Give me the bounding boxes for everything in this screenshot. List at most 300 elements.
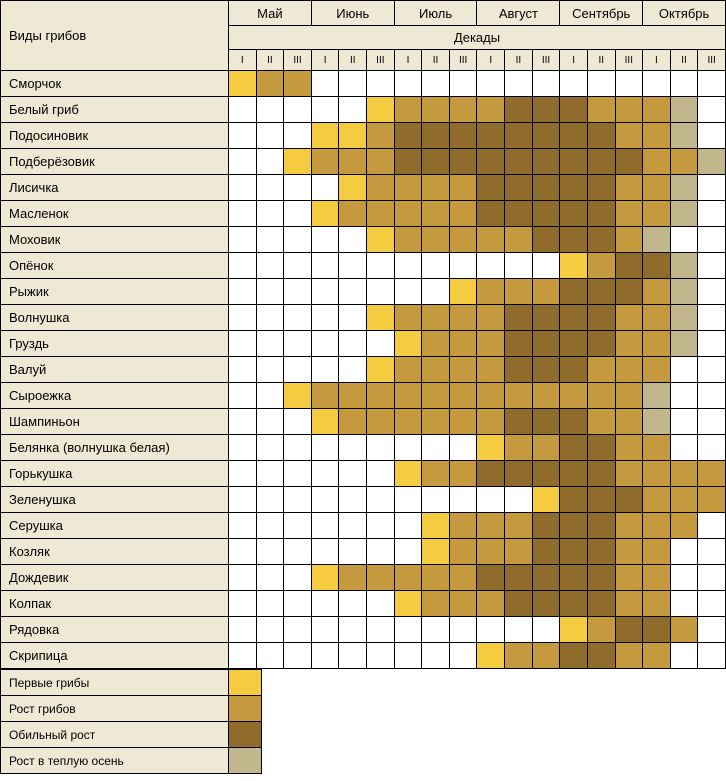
heat-cell xyxy=(477,513,505,539)
species-name: Колпак xyxy=(1,591,229,617)
heat-cell xyxy=(394,435,422,461)
heat-cell xyxy=(394,383,422,409)
heat-cell xyxy=(339,253,367,279)
table-row xyxy=(1,123,726,149)
heat-cell xyxy=(422,383,450,409)
heat-cell xyxy=(449,617,477,643)
heat-cell xyxy=(560,357,588,383)
heat-cell xyxy=(284,513,312,539)
heat-cell xyxy=(229,487,257,513)
heat-cell xyxy=(587,71,615,97)
heat-cell xyxy=(449,539,477,565)
heat-cell xyxy=(422,591,450,617)
heat-cell xyxy=(615,513,643,539)
heat-cell xyxy=(670,201,698,227)
heat-cell xyxy=(560,97,588,123)
heat-cell xyxy=(532,97,560,123)
heat-cell xyxy=(698,513,726,539)
heat-cell xyxy=(449,513,477,539)
heat-cell xyxy=(339,643,367,669)
heat-cell xyxy=(615,227,643,253)
species-name: Рыжик xyxy=(1,279,229,305)
heat-cell xyxy=(339,71,367,97)
heat-cell xyxy=(670,591,698,617)
heat-cell xyxy=(698,617,726,643)
heat-cell xyxy=(367,97,395,123)
heat-cell xyxy=(505,643,533,669)
heat-cell xyxy=(284,357,312,383)
heat-cell xyxy=(670,565,698,591)
heat-cell xyxy=(449,279,477,305)
heat-cell xyxy=(477,227,505,253)
heat-cell xyxy=(256,409,284,435)
decade-header-1-0: I xyxy=(311,50,339,71)
heat-cell xyxy=(449,383,477,409)
heat-cell xyxy=(449,409,477,435)
heat-cell xyxy=(615,97,643,123)
heat-cell xyxy=(367,513,395,539)
heat-cell xyxy=(643,617,671,643)
heat-cell xyxy=(229,357,257,383)
heat-cell xyxy=(449,253,477,279)
heat-cell xyxy=(339,409,367,435)
heat-cell xyxy=(367,461,395,487)
heat-cell xyxy=(449,435,477,461)
table-row xyxy=(1,279,726,305)
heat-cell xyxy=(339,123,367,149)
heat-cell xyxy=(339,617,367,643)
heat-cell xyxy=(560,435,588,461)
heat-cell xyxy=(698,253,726,279)
decade-header-3-1: II xyxy=(505,50,533,71)
legend-swatch xyxy=(229,670,262,696)
heat-cell xyxy=(615,539,643,565)
heat-cell xyxy=(615,71,643,97)
heat-cell xyxy=(698,539,726,565)
heat-cell xyxy=(587,305,615,331)
heat-cell xyxy=(449,149,477,175)
decade-header-1-1: II xyxy=(339,50,367,71)
heat-cell xyxy=(284,383,312,409)
heat-cell xyxy=(670,357,698,383)
heat-cell xyxy=(670,175,698,201)
heat-cell xyxy=(477,279,505,305)
species-name: Опёнок xyxy=(1,253,229,279)
heat-cell xyxy=(256,279,284,305)
month-header-4: Сентябрь xyxy=(560,1,643,26)
heat-cell xyxy=(615,253,643,279)
heat-cell xyxy=(670,227,698,253)
heat-cell xyxy=(615,279,643,305)
table-row xyxy=(1,461,726,487)
decade-header-1-2: III xyxy=(367,50,395,71)
heat-cell xyxy=(643,305,671,331)
heat-cell xyxy=(587,357,615,383)
heat-cell xyxy=(229,123,257,149)
heat-cell xyxy=(367,331,395,357)
decade-header-3-0: I xyxy=(477,50,505,71)
heat-cell xyxy=(284,305,312,331)
heat-cell xyxy=(422,539,450,565)
heat-cell xyxy=(229,175,257,201)
heat-cell xyxy=(615,357,643,383)
heat-cell xyxy=(698,331,726,357)
heat-cell xyxy=(449,123,477,149)
heat-cell xyxy=(394,279,422,305)
heat-cell xyxy=(339,461,367,487)
heat-cell xyxy=(256,71,284,97)
heat-cell xyxy=(477,71,505,97)
heat-cell xyxy=(615,591,643,617)
species-name: Валуй xyxy=(1,357,229,383)
heat-cell xyxy=(284,591,312,617)
decade-header-5-0: I xyxy=(643,50,671,71)
heat-cell xyxy=(532,539,560,565)
heat-cell xyxy=(698,461,726,487)
heat-cell xyxy=(477,591,505,617)
legend-row xyxy=(1,670,726,696)
heat-cell xyxy=(505,305,533,331)
heat-cell xyxy=(505,357,533,383)
decade-header-5-1: II xyxy=(670,50,698,71)
table-row xyxy=(1,175,726,201)
heat-cell xyxy=(394,227,422,253)
heat-cell xyxy=(422,71,450,97)
heat-cell xyxy=(256,461,284,487)
heat-cell xyxy=(615,305,643,331)
heat-cell xyxy=(560,539,588,565)
heat-cell xyxy=(229,435,257,461)
heat-cell xyxy=(615,201,643,227)
heat-cell xyxy=(698,643,726,669)
heat-cell xyxy=(449,97,477,123)
heat-cell xyxy=(643,227,671,253)
heat-cell xyxy=(670,97,698,123)
heat-cell xyxy=(256,565,284,591)
species-name: Горькушка xyxy=(1,461,229,487)
heat-cell xyxy=(670,435,698,461)
heat-cell xyxy=(670,123,698,149)
heat-cell xyxy=(284,565,312,591)
heat-cell xyxy=(477,305,505,331)
heat-cell xyxy=(477,565,505,591)
heat-cell xyxy=(256,643,284,669)
heat-cell xyxy=(311,71,339,97)
heat-cell xyxy=(560,253,588,279)
heat-cell xyxy=(643,279,671,305)
heat-cell xyxy=(449,643,477,669)
table-row xyxy=(1,331,726,357)
month-header-5: Октябрь xyxy=(643,1,726,26)
heat-cell xyxy=(394,617,422,643)
heat-cell xyxy=(615,409,643,435)
heat-cell xyxy=(339,149,367,175)
heat-cell xyxy=(394,149,422,175)
heat-cell xyxy=(477,331,505,357)
heat-cell xyxy=(449,487,477,513)
species-name: Сморчок xyxy=(1,71,229,97)
heat-cell xyxy=(532,617,560,643)
table-row xyxy=(1,305,726,331)
heat-cell xyxy=(367,227,395,253)
heat-cell xyxy=(339,513,367,539)
heat-cell xyxy=(367,643,395,669)
heat-cell xyxy=(643,591,671,617)
heat-cell xyxy=(422,227,450,253)
heat-cell xyxy=(587,435,615,461)
heat-cell xyxy=(229,71,257,97)
heat-cell xyxy=(505,201,533,227)
heat-cell xyxy=(560,175,588,201)
heat-cell xyxy=(560,279,588,305)
heat-cell xyxy=(229,565,257,591)
heat-cell xyxy=(643,565,671,591)
heat-cell xyxy=(394,461,422,487)
heat-cell xyxy=(256,331,284,357)
heat-cell xyxy=(587,617,615,643)
heat-cell xyxy=(560,305,588,331)
heat-cell xyxy=(449,331,477,357)
heat-cell xyxy=(670,539,698,565)
legend-label: Рост грибов xyxy=(1,696,229,722)
heat-cell xyxy=(505,565,533,591)
heat-cell xyxy=(367,539,395,565)
legend-label: Обильный рост xyxy=(1,722,229,748)
legend-swatch xyxy=(229,696,262,722)
heat-cell xyxy=(698,435,726,461)
heat-cell xyxy=(339,331,367,357)
heat-cell xyxy=(229,279,257,305)
heat-cell xyxy=(587,383,615,409)
heat-cell xyxy=(532,149,560,175)
heat-cell xyxy=(698,201,726,227)
heat-cell xyxy=(449,71,477,97)
heat-cell xyxy=(587,123,615,149)
heat-cell xyxy=(587,591,615,617)
heat-cell xyxy=(560,617,588,643)
decade-header-0-1: II xyxy=(256,50,284,71)
heat-cell xyxy=(311,279,339,305)
heat-cell xyxy=(670,461,698,487)
table-row xyxy=(1,71,726,97)
heat-cell xyxy=(229,305,257,331)
heat-cell xyxy=(532,305,560,331)
legend-filler xyxy=(262,670,726,696)
heat-cell xyxy=(422,123,450,149)
heat-cell xyxy=(532,487,560,513)
heat-cell xyxy=(670,279,698,305)
heat-cell xyxy=(505,617,533,643)
heat-cell xyxy=(477,175,505,201)
heat-cell xyxy=(311,97,339,123)
legend-label: Рост в теплую осень xyxy=(1,748,229,774)
heat-cell xyxy=(587,253,615,279)
table-row xyxy=(1,357,726,383)
heat-cell xyxy=(284,487,312,513)
table-row xyxy=(1,149,726,175)
heat-cell xyxy=(643,331,671,357)
heat-cell xyxy=(311,227,339,253)
heat-cell xyxy=(449,591,477,617)
heat-cell xyxy=(587,227,615,253)
species-name: Моховик xyxy=(1,227,229,253)
decade-header-2-2: III xyxy=(449,50,477,71)
heat-cell xyxy=(229,513,257,539)
heat-cell xyxy=(311,487,339,513)
month-header-3: Август xyxy=(477,1,560,26)
heat-cell xyxy=(256,435,284,461)
heat-cell xyxy=(422,201,450,227)
heat-cell xyxy=(394,565,422,591)
heat-cell xyxy=(670,71,698,97)
legend-filler xyxy=(262,696,726,722)
heat-cell xyxy=(587,279,615,305)
heat-cell xyxy=(311,305,339,331)
heat-cell xyxy=(311,175,339,201)
heat-cell xyxy=(587,149,615,175)
heat-cell xyxy=(643,71,671,97)
heat-cell xyxy=(698,383,726,409)
heat-cell xyxy=(394,331,422,357)
heat-cell xyxy=(284,227,312,253)
heat-cell xyxy=(229,201,257,227)
table-header xyxy=(1,1,726,71)
heat-cell xyxy=(311,565,339,591)
heat-cell xyxy=(532,279,560,305)
heat-cell xyxy=(560,409,588,435)
heat-cell xyxy=(449,461,477,487)
heat-cell xyxy=(505,513,533,539)
heat-cell xyxy=(615,617,643,643)
legend-swatch xyxy=(229,748,262,774)
heat-cell xyxy=(698,357,726,383)
heat-cell xyxy=(505,487,533,513)
heat-cell xyxy=(643,487,671,513)
heat-cell xyxy=(449,201,477,227)
heat-cell xyxy=(477,97,505,123)
heat-cell xyxy=(256,201,284,227)
heat-cell xyxy=(615,461,643,487)
heat-cell xyxy=(284,331,312,357)
heat-cell xyxy=(367,565,395,591)
heat-cell xyxy=(394,123,422,149)
heat-cell xyxy=(532,435,560,461)
heat-cell xyxy=(477,357,505,383)
legend-label: Первые грибы xyxy=(1,670,229,696)
legend-row xyxy=(1,722,726,748)
table-row xyxy=(1,97,726,123)
table-row xyxy=(1,227,726,253)
heat-cell xyxy=(394,305,422,331)
heat-cell xyxy=(229,253,257,279)
heat-cell xyxy=(339,487,367,513)
heat-cell xyxy=(256,253,284,279)
table-row xyxy=(1,539,726,565)
heat-cell xyxy=(256,149,284,175)
heat-cell xyxy=(394,591,422,617)
heat-cell xyxy=(615,435,643,461)
heat-cell xyxy=(698,149,726,175)
heat-cell xyxy=(560,513,588,539)
heat-cell xyxy=(477,201,505,227)
heat-cell xyxy=(643,149,671,175)
table-row xyxy=(1,435,726,461)
heat-cell xyxy=(587,487,615,513)
heat-cell xyxy=(477,617,505,643)
heat-cell xyxy=(339,227,367,253)
heat-cell xyxy=(339,201,367,227)
heat-cell xyxy=(394,643,422,669)
heat-cell xyxy=(505,227,533,253)
heat-cell xyxy=(670,409,698,435)
legend-row xyxy=(1,696,726,722)
heat-cell xyxy=(422,461,450,487)
heat-cell xyxy=(229,539,257,565)
month-header-1: Июнь xyxy=(311,1,394,26)
heat-cell xyxy=(311,643,339,669)
species-name: Белянка (волнушка белая) xyxy=(1,435,229,461)
heat-cell xyxy=(311,435,339,461)
heat-cell xyxy=(643,383,671,409)
heat-cell xyxy=(311,331,339,357)
heat-cell xyxy=(422,513,450,539)
heat-cell xyxy=(229,409,257,435)
heat-cell xyxy=(394,357,422,383)
heat-cell xyxy=(477,435,505,461)
heat-cell xyxy=(339,383,367,409)
heat-cell xyxy=(367,617,395,643)
decade-header-0-0: I xyxy=(229,50,257,71)
heat-cell xyxy=(532,409,560,435)
heat-cell xyxy=(422,357,450,383)
heat-cell xyxy=(311,617,339,643)
heat-cell xyxy=(367,253,395,279)
heat-cell xyxy=(560,71,588,97)
heat-cell xyxy=(284,97,312,123)
heat-cell xyxy=(284,201,312,227)
heat-cell xyxy=(394,253,422,279)
table-row xyxy=(1,201,726,227)
heat-cell xyxy=(698,409,726,435)
heat-cell xyxy=(256,123,284,149)
legend-row xyxy=(1,748,726,774)
heat-cell xyxy=(670,149,698,175)
heat-cell xyxy=(422,149,450,175)
heat-cell xyxy=(229,227,257,253)
heat-cell xyxy=(449,175,477,201)
heat-cell xyxy=(449,305,477,331)
heat-cell xyxy=(643,97,671,123)
heat-cell xyxy=(505,175,533,201)
heat-cell xyxy=(256,591,284,617)
heat-cell xyxy=(532,253,560,279)
heat-cell xyxy=(311,149,339,175)
heat-cell xyxy=(229,97,257,123)
heat-cell xyxy=(532,123,560,149)
heat-cell xyxy=(256,175,284,201)
heat-cell xyxy=(505,591,533,617)
heat-cell xyxy=(256,357,284,383)
heat-cell xyxy=(339,591,367,617)
heat-cell xyxy=(284,253,312,279)
heat-cell xyxy=(587,565,615,591)
heat-cell xyxy=(505,409,533,435)
heat-cell xyxy=(560,227,588,253)
heat-cell xyxy=(477,383,505,409)
heat-cell xyxy=(615,149,643,175)
heat-cell xyxy=(560,383,588,409)
heat-cell xyxy=(587,97,615,123)
